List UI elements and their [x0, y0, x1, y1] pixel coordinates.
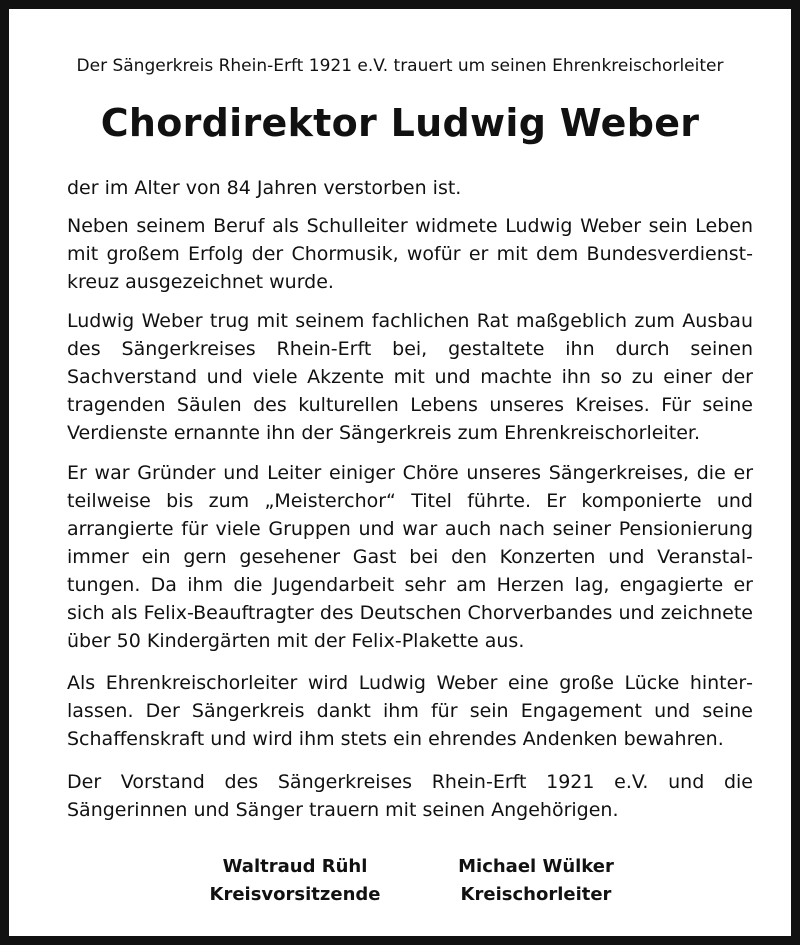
intro-line: Der Sängerkreis Rhein-Erft 1921 e.V. trauert um seinen Ehrenkreischorleiter [76, 56, 724, 76]
paragraph-contribution: Ludwig Weber trug mit seinem fachlichen Rat maßgeblich zum Ausbau des Sängerkreises Rhein-Erft bei, gestaltete ihn durch seinen Sachverstand und viele Akzente mit und machte ihn so zu einer der tragenden Säulen des kulturellen Lebens unseres Kreises. Für seine Verdienste ernannte ihn der Sängerkreis zum Ehrenkreischorleiter. [67, 310, 753, 444]
signatory-role: Kreischorleiter [460, 884, 612, 905]
signatory-name: Michael Wülker [458, 856, 614, 877]
signatory-choir-director [416, 853, 656, 909]
paragraph-mourning: Der Vorstand des Sängerkreises Rhein-Erft 1921 e.V. und die Sängerinnen und Sänger trauern mit seinen Angehörigen. [67, 771, 753, 821]
signatory-name: Waltraud Rühl [222, 856, 368, 877]
paragraph-tribute: Als Ehrenkreischorleiter wird Ludwig Weber eine große Lücke hinterlassen. Der Sängerkreis dankt ihm für sein Engagement und seine Schaffenskraft und wird ihm stets ein ehrendes Andenken bewahren. [67, 672, 753, 750]
signatory-chair [175, 853, 415, 909]
deceased-name-heading: Chordirektor Ludwig Weber [100, 101, 700, 145]
signatory-role: Kreisvorsitzende [209, 884, 381, 905]
paragraph-choirs: Er war Gründer und Leiter einiger Chöre unseres Sängerkreises, die er teilweise bis zum „Meisterchor“ Titel führte. Er komponierte und arrangierte für viele Gruppen und war auch nach seiner Pensionierung immer ein gern gesehener Gast bei den Konzerten und Veranstaltungen. Da ihm die Jugendarbeit sehr am Herzen lag, engagierte er sich als Felix-Beauftragter des Deutschen Chorverbandes und zeichnete über 50 Kindergärten mit der Felix-Plakette aus. [67, 462, 753, 652]
paragraph-age: der im Alter von 84 Jahren verstorben ist. [67, 177, 462, 199]
paragraph-career: Neben seinem Beruf als Schulleiter widmete Ludwig Weber sein Leben mit großem Erfolg der Chormusik, wofür er mit dem Bundesverdienstkreuz ausgezeichnet wurde. [67, 215, 753, 293]
